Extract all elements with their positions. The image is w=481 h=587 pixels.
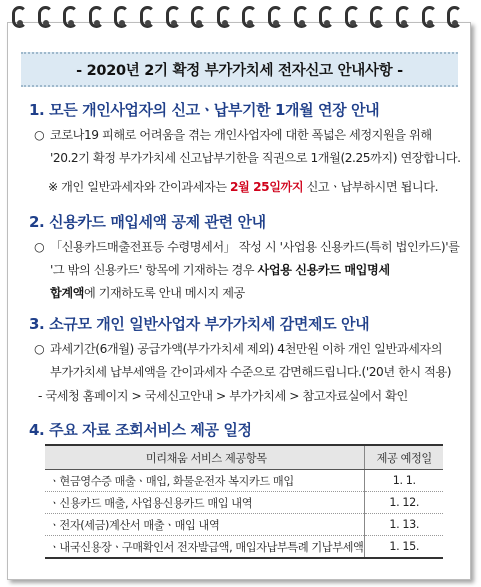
section1-note-prefix: ※ 개인 일반과세자와 간이과세자는 <box>48 180 230 194</box>
table-row <box>45 536 443 559</box>
bullet-icon: ○ <box>34 128 45 142</box>
section3-heading: 3. 소규모 개인 일반사업자 부가가치세 감면제도 안내 <box>29 315 370 333</box>
deadline-highlight: 2월 25일까지 <box>229 180 304 194</box>
schedule-table <box>45 444 443 559</box>
binding-ring-icon <box>38 6 51 32</box>
section1-body <box>34 124 461 170</box>
section3-path: - 국세청 홈페이지 > 국세신고안내 > 부가가치세 > 참고자료실에서 확인 <box>38 389 408 403</box>
binding-ring-icon <box>370 6 383 32</box>
binding-ring-icon <box>217 6 230 32</box>
binding-ring-icon <box>191 6 204 32</box>
binding-ring-icon <box>268 6 281 32</box>
table-cell-item: ㆍ내국신용장ㆍ구매확인서 전자발급액, 매입자납부특례 기납부세액 <box>45 536 365 559</box>
binding-ring-icon <box>89 6 102 32</box>
section1-note <box>48 178 438 195</box>
table-cell-date: 1. 12. <box>365 492 443 514</box>
binding-ring-icon <box>319 6 332 32</box>
binding-ring-icon <box>242 6 255 32</box>
table-cell-item: ㆍ현금영수증 매출ㆍ매입, 화물운전자 복지카드 매입 <box>45 470 365 492</box>
table-row <box>45 514 443 536</box>
section2-line3-bold: 합계액 <box>50 286 84 300</box>
column-header-item: 미리채움 서비스 제공항목 <box>45 445 365 470</box>
table-row <box>45 492 443 514</box>
bullet-icon: ○ <box>34 342 45 356</box>
table-cell-item: ㆍ전자(세금)계산서 매출ㆍ매입 내역 <box>45 514 365 536</box>
section2-line2-bold: 사업용 신용카드 매입명세 <box>257 263 390 277</box>
binding-ring-icon <box>422 6 435 32</box>
page-title-text: - 2020년 2기 확정 부가가치세 전자신고 안내사항 - <box>76 63 403 79</box>
binding-ring-icon <box>345 6 358 32</box>
column-header-date: 제공 예정일 <box>365 445 443 470</box>
table-cell-item: ㆍ신용카드 매출, 사업용신용카드 매입 내역 <box>45 492 365 514</box>
binding-rings <box>0 0 481 34</box>
binding-ring-icon <box>114 6 127 32</box>
bullet-icon: ○ <box>34 240 45 254</box>
section2-line2-plain: '그 밖의 신용카드' 항목에 기재하는 경우 <box>50 263 258 277</box>
section1-line2: '20.2기 확정 부가가치세 신고납부기한을 직권으로 1개월(2.25까지) 연장합니다. <box>50 151 461 165</box>
binding-ring-icon <box>12 6 25 32</box>
binding-ring-icon <box>166 6 179 32</box>
binding-ring-icon <box>140 6 153 32</box>
section1-line1: 코로나19 피해로 어려움을 겪는 개인사업자에 대한 폭넓은 세정지원을 위해 <box>50 128 432 142</box>
table-header-row <box>45 445 443 470</box>
binding-ring-icon <box>396 6 409 32</box>
section4-heading: 4. 주요 자료 조회서비스 제공 일정 <box>29 421 252 439</box>
table-cell-date: 1. 13. <box>365 514 443 536</box>
binding-ring-icon <box>63 6 76 32</box>
binding-ring-icon <box>294 6 307 32</box>
table-row <box>45 470 443 492</box>
section3-line1: 과세기간(6개월) 공급가액(부가가치세 제외) 4천만원 이하 개인 일반과세자의 <box>50 342 443 356</box>
table-cell-date: 1. 15. <box>365 536 443 559</box>
binding-ring-icon <box>447 6 460 32</box>
section2-heading: 2. 신용카드 매입세액 공제 관련 안내 <box>29 213 266 231</box>
section1-note-suffix: 신고ㆍ납부하시면 됩니다. <box>303 180 438 194</box>
section1-heading: 1. 모든 개인사업자의 신고ㆍ납부기한 1개월 연장 안내 <box>29 101 380 119</box>
section2-body <box>34 236 460 305</box>
section3-body <box>34 338 452 384</box>
section2-line1: 「신용카드매출전표등 수령명세서」 작성 시 '사업용 신용카드(특히 법인카드)'를 <box>50 240 460 254</box>
page-title <box>21 52 458 87</box>
table-cell-date: 1. 1. <box>365 470 443 492</box>
section3-line2: 부가가치세 납부세액을 간이과세자 수준으로 감면해드립니다.('20년 한시 적용) <box>50 365 452 379</box>
section2-line3-plain: 에 기재하도록 안내 메시지 제공 <box>83 286 245 300</box>
